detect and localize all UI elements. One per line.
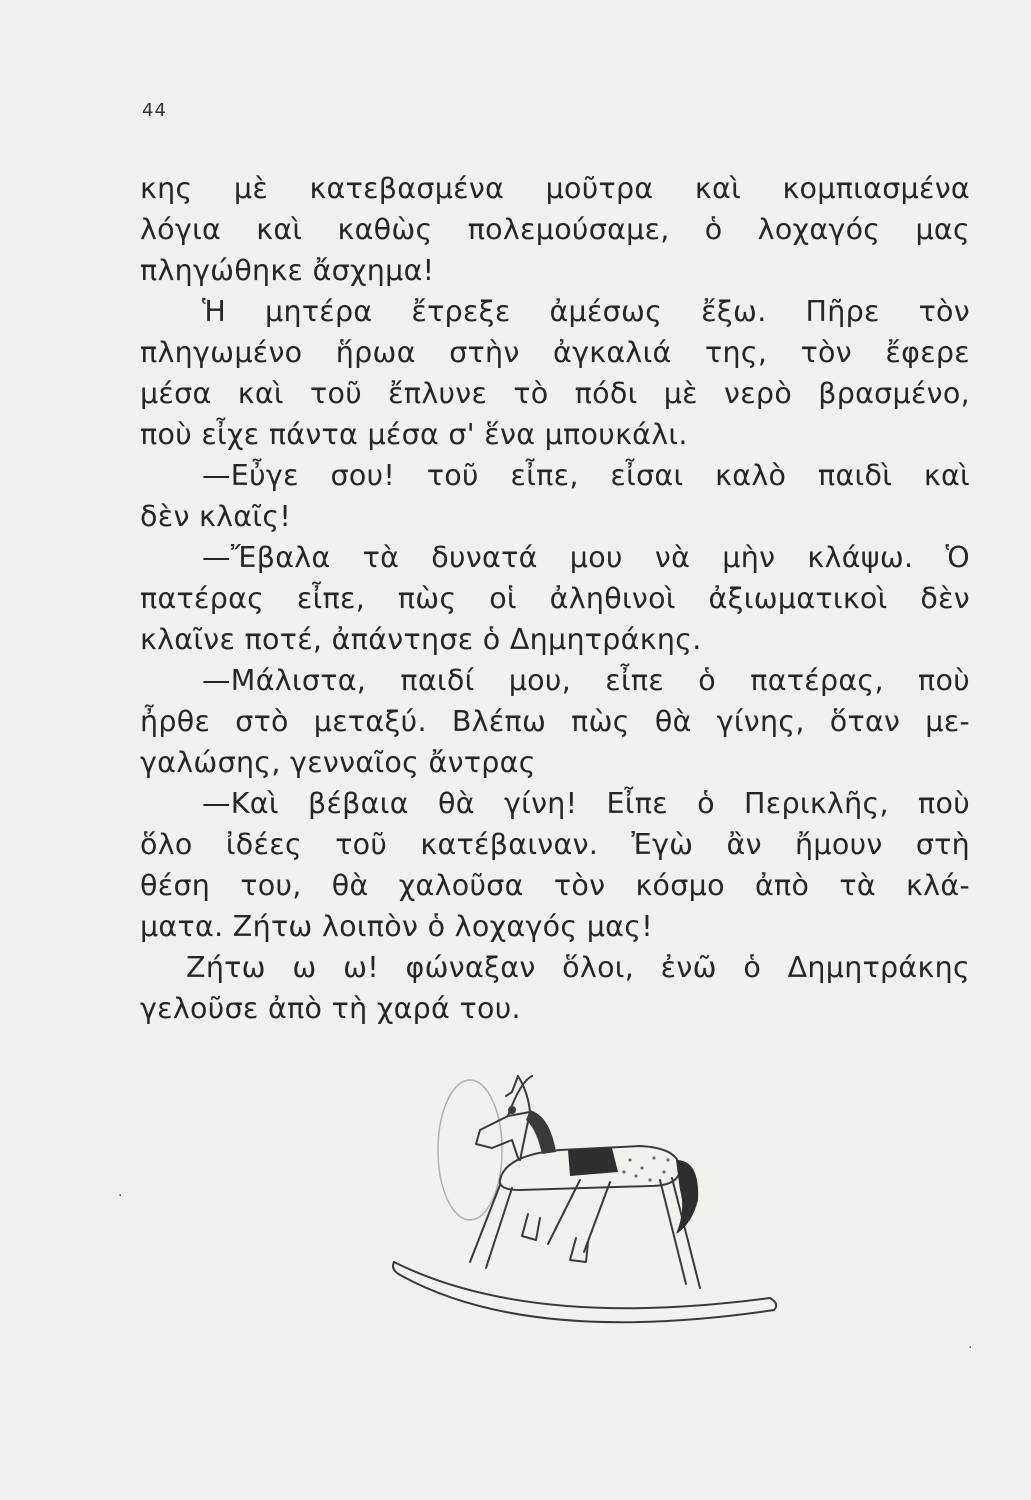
text-line: πληγώθηκε ἄσχημα! xyxy=(140,254,435,287)
text-line: δὲν κλαῖς! xyxy=(140,500,292,533)
text-line: λόγια καὶ καθὼς πολεμούσαμε, ὁ λοχαγός μας xyxy=(140,213,970,246)
text-line: κλαῖνε ποτέ, ἀπάντησε ὁ Δημητράκης. xyxy=(140,623,702,656)
text-line: πληγωμένο ἥρωα στὴν ἀγκαλιά της, τὸν ἔφερε xyxy=(140,336,970,369)
text-line: Ζήτω ω ω! φώναξαν ὅλοι, ἐνῶ ὁ Δημητράκης xyxy=(186,951,970,984)
text-line: γελοῦσε ἀπὸ τὴ χαρά του. xyxy=(140,992,521,1025)
text-line: ὅλο ἰδέες τοῦ κατέβαιναν. Ἐγὼ ἂν ἤμουν στὴ xyxy=(140,828,970,861)
text-line: Ἡ μητέρα ἔτρεξε ἀμέσως ἔξω. Πῆρε τὸν xyxy=(202,295,970,328)
text-line: ἦρθε στὸ μεταξύ. Βλέπω πὼς θὰ γίνης, ὅταν με- xyxy=(140,705,970,738)
text-line: ματα. Ζήτω λοιπὸν ὁ λοχαγός μας! xyxy=(140,910,653,943)
page-number: 44 xyxy=(142,100,167,121)
rocking-horse-icon xyxy=(380,1030,800,1350)
text-line: μέσα καὶ τοῦ ἔπλυνε τὸ πόδι μὲ νερὸ βρασμένο, xyxy=(140,377,970,410)
text-line: —Ἔβαλα τὰ δυνατά μου νὰ μὴν κλάψω. Ὁ xyxy=(202,541,970,574)
text-line: πατέρας εἶπε, πὼς οἱ ἀληθινοὶ ἀξιωματικοὶ δὲν xyxy=(140,582,970,615)
text-line: —Καὶ βέβαια θὰ γίνη! Εἶπε ὁ Περικλῆς, ποὺ xyxy=(202,787,970,820)
text-line: —Εὖγε σου! τοῦ εἶπε, εἶσαι καλὸ παιδὶ καὶ xyxy=(202,459,970,492)
text-line: γαλώσης, γενναῖος ἄντρας xyxy=(140,746,536,779)
text-line: κης μὲ κατεβασμένα μοῦτρα καὶ κομπιασμένα xyxy=(140,172,970,205)
body-text xyxy=(140,168,970,1029)
text-line: θέση του, θὰ χαλοῦσα τὸν κόσμο ἀπὸ τὰ κλά- xyxy=(140,869,970,902)
scan-speck: · xyxy=(118,1188,123,1204)
text-line: —Μάλιστα, παιδί μου, εἶπε ὁ πατέρας, ποὺ xyxy=(202,664,970,697)
scan-speck: · xyxy=(968,1340,973,1356)
text-line: ποὺ εἶχε πάντα μέσα σ' ἕνα μπουκάλι. xyxy=(140,418,688,451)
